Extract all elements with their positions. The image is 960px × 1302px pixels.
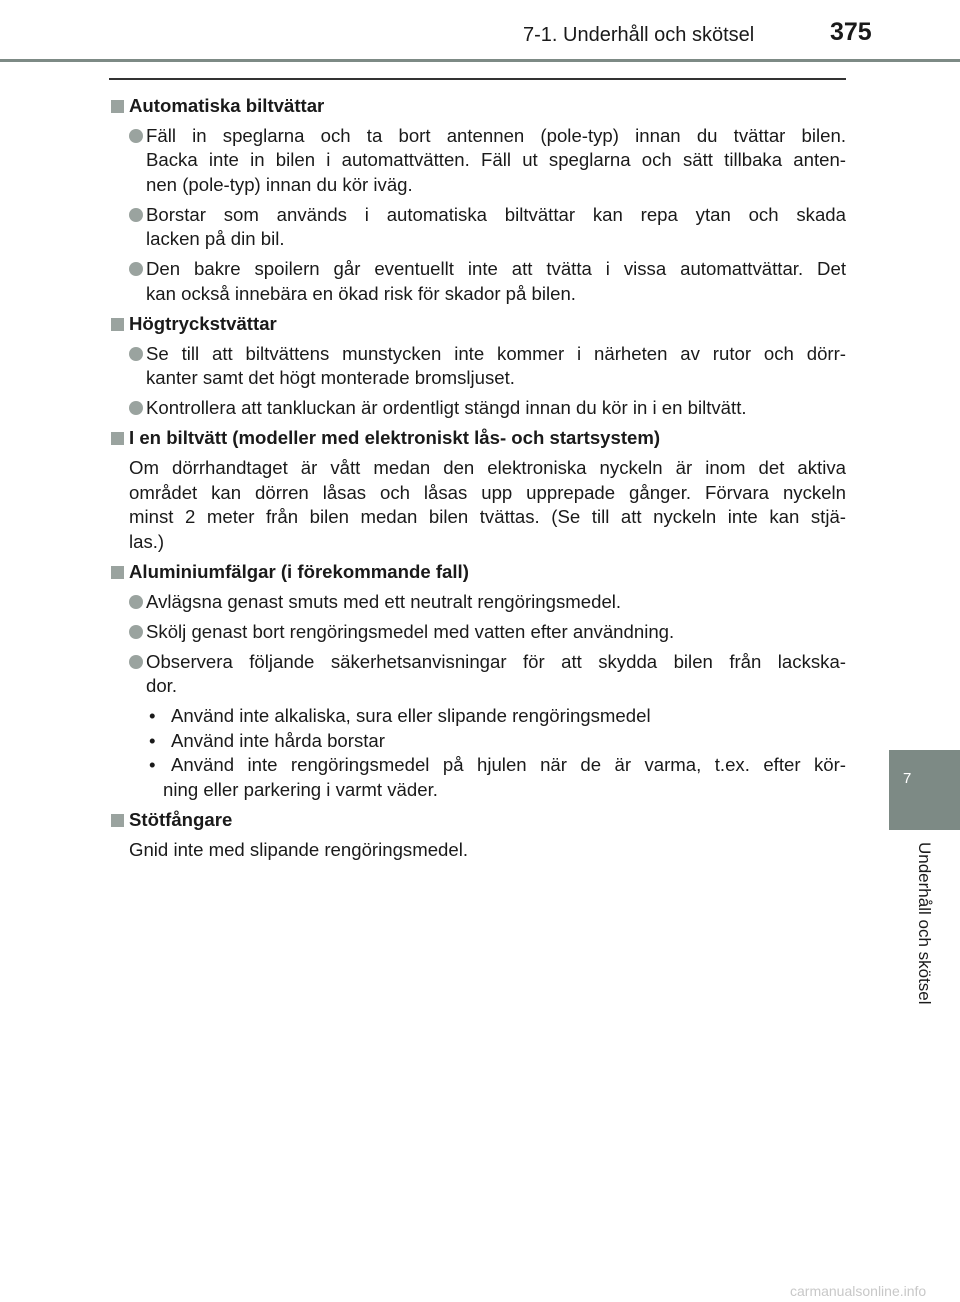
chapter-tab-number: 7 xyxy=(903,770,912,787)
text-line: Använd inte alkaliska, sura eller slipande rengöringsmedel xyxy=(171,705,651,726)
square-marker-icon xyxy=(111,814,124,827)
bullet-item xyxy=(109,590,846,615)
bullet-item xyxy=(109,203,846,252)
text-line: Se till att biltvättens munstycken inte kommer i närheten av rutor och dörr- xyxy=(146,342,846,364)
text-line: Backa inte in bilen i automattvätten. Fäll ut speglarna och sätt tillbaka anten- xyxy=(146,149,846,170)
sub-bullet-item xyxy=(109,753,846,802)
dot-bullet-icon: • xyxy=(149,729,156,751)
text-line: las.) xyxy=(129,530,165,552)
text-line: ning eller parkering i varmt väder. xyxy=(163,778,438,800)
text-line: Fäll in speglarna och ta bort antennen (pole-typ) innan du tvättar bilen. xyxy=(146,124,846,146)
section-heading xyxy=(109,426,846,451)
circle-bullet-icon xyxy=(129,655,143,669)
text-line: Aluminiumfälgar (i förekommande fall) xyxy=(129,560,469,582)
circle-bullet-icon xyxy=(129,401,143,415)
section-heading xyxy=(109,312,846,337)
text-line: Skölj genast bort rengöringsmedel med vatten efter användning. xyxy=(146,620,675,642)
circle-bullet-icon xyxy=(129,347,143,361)
section-heading xyxy=(109,94,846,119)
watermark: carmanualsonline.info xyxy=(790,1283,927,1299)
content-divider xyxy=(109,78,846,80)
text-line: området kan dörren låsas och låsas upp upprepade gånger. Förvara nyckeln xyxy=(129,481,846,503)
sub-bullet-item xyxy=(109,704,846,729)
square-marker-icon xyxy=(111,432,124,445)
text-line: Om dörrhandtaget är vått medan den elektroniska nyckeln är inom det aktiva xyxy=(129,457,846,478)
text-line: kanter samt det högt monterade bromsljuset. xyxy=(146,367,515,388)
bullet-item xyxy=(109,396,846,421)
text-line: Automatiska biltvättar xyxy=(129,94,325,116)
dot-bullet-icon: • xyxy=(149,754,156,775)
paragraph xyxy=(109,456,846,554)
text-line: Använd inte hårda borstar xyxy=(171,729,385,751)
bullet-item xyxy=(109,620,846,645)
circle-bullet-icon xyxy=(129,129,143,143)
bullet-item xyxy=(109,342,846,391)
text-line: dor. xyxy=(146,675,178,696)
sub-bullet-item xyxy=(109,729,846,754)
paragraph xyxy=(109,838,846,863)
text-line: Stötfångare xyxy=(129,808,233,830)
bullet-item xyxy=(109,650,846,699)
section-heading xyxy=(109,808,846,833)
text-line: Observera följande säkerhetsanvisningar för att skydda bilen från lackska- xyxy=(146,650,846,672)
header-divider xyxy=(0,59,960,62)
section-heading xyxy=(109,560,846,585)
text-line: Gnid inte med slipande rengöringsmedel. xyxy=(129,838,469,860)
text-line: Borstar som används i automatiska biltvättar kan repa ytan och skada xyxy=(146,203,846,225)
text-line: minst 2 meter från bilen medan bilen tvättas. (Se till att nyckeln inte kan stjä- xyxy=(129,506,846,527)
header-section-title: 7-1. Underhåll och skötsel xyxy=(523,24,755,46)
text-line: Den bakre spoilern går eventuellt inte att tvätta i vissa automattvättar. Det xyxy=(146,258,846,279)
bullet-item xyxy=(109,257,846,306)
text-line: Kontrollera att tankluckan är ordentligt stängd innan du kör in i en biltvätt. xyxy=(146,397,747,418)
square-marker-icon xyxy=(111,100,124,113)
chapter-tab-label: Underhåll och skötsel xyxy=(915,842,934,1005)
chapter-tab xyxy=(889,750,960,830)
square-marker-icon xyxy=(111,566,124,579)
circle-bullet-icon xyxy=(129,208,143,222)
text-line: Avlägsna genast smuts med ett neutralt rengöringsmedel. xyxy=(146,590,622,612)
square-marker-icon xyxy=(111,318,124,331)
circle-bullet-icon xyxy=(129,262,143,276)
text-line: lacken på din bil. xyxy=(146,228,285,249)
text-line: nen (pole-typ) innan du kör iväg. xyxy=(146,173,413,195)
text-line: I en biltvätt (modeller med elektroniskt lås- och startsystem) xyxy=(129,427,661,448)
page-content xyxy=(109,88,846,862)
page-number: 375 xyxy=(830,18,872,46)
bullet-item xyxy=(109,124,846,198)
circle-bullet-icon xyxy=(129,625,143,639)
text-line: kan också innebära en ökad risk för skador på bilen. xyxy=(146,282,576,304)
text-line: Använd inte rengöringsmedel på hjulen när de är varma, t.ex. efter kör- xyxy=(171,754,846,775)
dot-bullet-icon: • xyxy=(149,705,156,726)
text-line: Högtryckstvättar xyxy=(129,312,277,334)
circle-bullet-icon xyxy=(129,595,143,609)
